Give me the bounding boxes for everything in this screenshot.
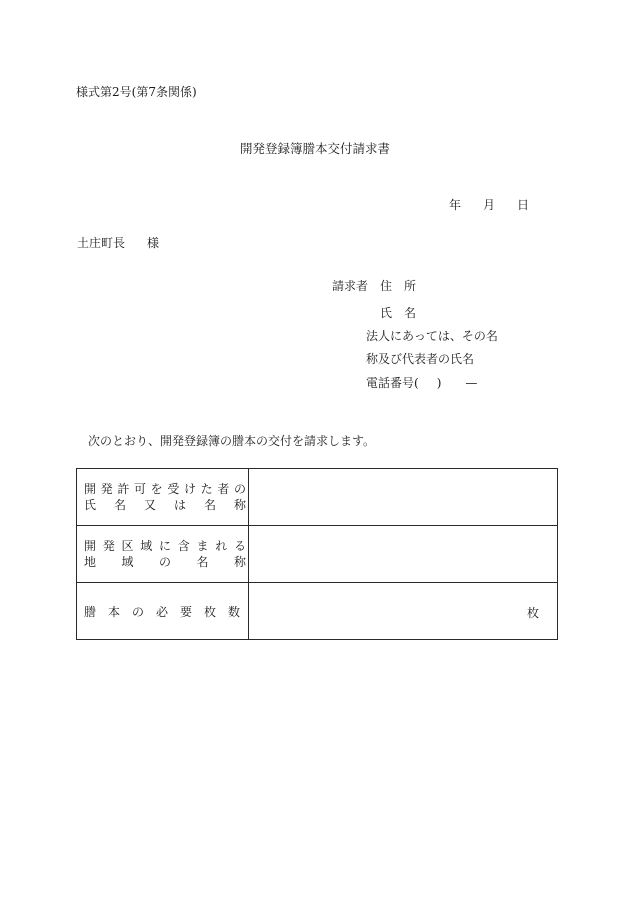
name-label-char-2: 名 <box>404 306 417 320</box>
row-label-line-1: 開発許可を受けた者の <box>84 482 246 496</box>
table-row <box>77 469 558 526</box>
copy-count-unit: 枚 <box>526 606 539 620</box>
area-name-field[interactable] <box>249 526 558 583</box>
table-row <box>77 583 558 640</box>
date-month-label: 月 <box>483 198 496 212</box>
row-label-line-2: 氏名又は名称 <box>84 498 246 512</box>
corporation-note-line-2: 称及び代表者の氏名 <box>366 352 475 366</box>
copy-count-field[interactable] <box>249 583 558 640</box>
row-label-line-1: 謄本の必要枚数 <box>84 604 240 619</box>
form-number: 様式第2号(第7条関係) <box>76 85 197 99</box>
phone-label: 電話番号( <box>366 376 419 390</box>
table-label-cell <box>77 526 249 583</box>
address-label-char-2: 所 <box>404 279 417 293</box>
request-details-table <box>76 468 558 640</box>
phone-dash: — <box>465 376 478 390</box>
table-row <box>77 526 558 583</box>
applicant-name-field[interactable] <box>249 469 558 526</box>
row-label-line-1: 開発区域に含まれる <box>84 539 246 553</box>
addressee <box>77 236 159 250</box>
phone-number-line <box>366 376 477 390</box>
requester-name-label <box>380 306 416 320</box>
table-label-cell <box>77 469 249 526</box>
addressee-name: 土庄町長 <box>77 236 126 250</box>
requester-label: 請求者 <box>332 279 369 293</box>
address-label-char-1: 住 <box>380 279 393 293</box>
row-label-line-2: 地域の名称 <box>84 555 246 569</box>
table-label-cell <box>77 583 249 640</box>
date-year-label: 年 <box>449 198 462 212</box>
corporation-note-line-1: 法人にあっては、その名 <box>366 329 498 343</box>
phone-close-paren: ) <box>436 376 442 390</box>
document-title: 開発登録簿謄本交付請求書 <box>239 141 390 156</box>
name-label-char-1: 氏 <box>380 306 393 320</box>
date-line <box>449 198 529 212</box>
addressee-honorific: 様 <box>147 236 160 250</box>
date-day-label: 日 <box>517 198 530 212</box>
request-statement: 次のとおり、開発登録簿の謄本の交付を請求します。 <box>88 434 376 448</box>
requester-address-label <box>380 279 416 293</box>
